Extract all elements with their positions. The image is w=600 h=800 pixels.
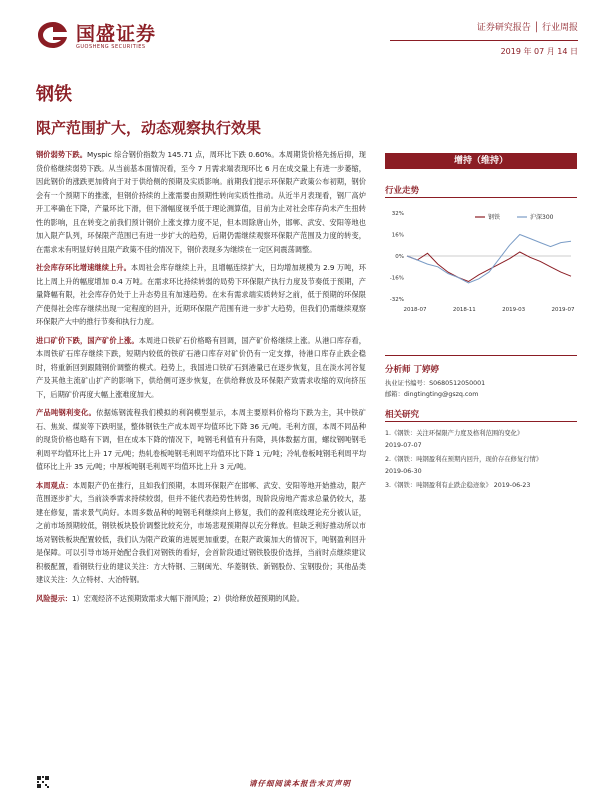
paragraph-lead: 钢价弱势下跌。 — [36, 150, 88, 159]
paragraph-lead: 风险提示： — [36, 593, 72, 603]
body-paragraph — [36, 479, 366, 587]
trend-chart — [385, 205, 577, 317]
related-divider — [385, 421, 577, 422]
related-title: 相关研究 — [385, 410, 420, 420]
body-paragraph — [36, 334, 366, 402]
related-item-title[interactable]: 2.《钢铁：吨钢盈利在预期内回升，现价存在修复行情》 — [385, 456, 543, 463]
report-body — [36, 148, 366, 610]
x-tick-label: 2019-07 — [551, 307, 575, 313]
related-item[interactable] — [385, 428, 585, 452]
related-item[interactable] — [385, 480, 585, 492]
analyst-license: 执业证书编号：S0680512050001 — [385, 380, 486, 387]
rating-badge: 增持（维持） — [385, 153, 577, 169]
series-line-沪深300 — [407, 235, 571, 283]
trend-divider — [385, 197, 577, 198]
analyst-email[interactable]: 邮箱：dingtingting@gszq.com — [385, 391, 479, 398]
related-item[interactable] — [385, 454, 585, 478]
logo-mark-icon — [36, 20, 70, 50]
paragraph-text: 本周限产仍在推行，且如我们预期，本周环保限产在邯郸、武安、安阳等地开始推动，限产范围逐步扩大，当前淡季需求持续较弱，但并不能代表趋势性转弱，现阶段房地产需求总量仍较大，基建在修复，需求景气尚好。本周多数品种的吨钢毛利继续向上修复，我们的盈利底线理论充分被认证，之前市场预期较低，钢铁板块股价调整比较充分，市场悲观预期得以充分释放。但缺乏利好推动所以市场对钢铁板块配置较低，我们认为限产政策的进展更加重要，在限产政策加大的情况下，吨钢盈利回升是保障。可以引导市场开始配合我们对钢铁的看好，会首阶段通过钢铁股股价选择，当前时点继续建议积极配置，看钢铁行业的建议关注：方大特钢、三钢闽光、华菱钢铁、新钢股份、宝钢股份；其他品类建议关注：久立特材、大冶特钢。 — [36, 480, 366, 584]
trend-title: 行业走势 — [385, 186, 420, 196]
y-tick-label: 16% — [391, 232, 404, 239]
legend-label: 沪深300 — [530, 214, 554, 221]
paragraph-lead: 本周观点： — [36, 480, 73, 490]
paragraph-lead: 产品吨钢利变化。 — [36, 408, 97, 417]
logo-cn: 国盛证券 — [76, 23, 157, 45]
analysts-title: 分析师 丁婷婷 — [385, 365, 439, 375]
related-item-date: 2019-07-07 — [385, 442, 422, 449]
y-tick-label: -32% — [389, 297, 404, 303]
series-line-钢铁 — [407, 252, 571, 282]
related-item-title[interactable]: 3.《钢铁：吨钢盈利有止跌企稳迹象》 — [385, 482, 492, 489]
paragraph-text: 1）宏观经济不达预期致需求大幅下滑风险；2）供给释放超预期的风险。 — [71, 593, 304, 603]
x-tick-label: 2018-07 — [403, 307, 427, 313]
body-paragraph — [36, 592, 366, 606]
footer-disclaimer: 请仔细阅读本报告末页声明 — [249, 779, 351, 788]
report-type: 证券研究报告 │ 行业周报 — [476, 23, 578, 33]
paragraph-text: Myspic 综合钢价指数为 145.71 点，周环比下跌 0.60%。本周期货价格先扬后抑，现货价格继续弱势下跌。从当前基本面情况看，至今 7 月需求端表现环比 6 月在成交量上有进一步萎缩，因此钢价的涨跌更加倚向于对于供给侧的预期及实质影响。前期我们提示环保限产政策公布初期，钢价会有一个预期下的推涨，但钢价持续的上涨需要由预期性转向实质性推动。从近半月表现看，钢厂高炉开工率确在下降，产量环比下滑，但下滑幅度视乎低于理论测算值，目前为止对社会库存尚未产生扭转性的影响，且在转变之前我们预计钢价上涨支撑力度不足，但本周除唐山外，邯郸、武安、安阳等地也加入限产队列，环保限产范围已有进一步扩大的趋势，后期仍需继续观察环保限产范围及力度的转变，在需求未有明显好转且限产政策不佳的情况下，钢价表现多为继续在一定区间震荡调整。 — [36, 150, 366, 254]
report-headline: 限产范围扩大，动态观察执行效果 — [36, 119, 262, 137]
y-tick-label: -16% — [389, 275, 404, 282]
y-tick-label: 0% — [395, 254, 404, 260]
paragraph-text: 依据炼钢流程我们模拟的利润模型显示，本周主要原料价格均下跌为主，其中铁矿石、焦炭、煤炭等下跌明显，整体钢铁生产成本周平均值环比下降 36 元/吨。毛利方面，本周不同品种的现货价格也略有下调，但在成本下降的情况下，吨钢毛利值有升有降，具体数据方面，螺纹钢吨钢毛利周平均值环比上升 17 元/吨；热轧卷板吨钢毛利周平均值环比下降 1 元/吨；冷轧卷板吨钢毛利周平均值环比上升 35 元/吨；中厚板吨钢毛利周平均值环比上升 3 元/吨。 — [36, 408, 366, 471]
paragraph-lead: 社会库存环比增速继续上升。 — [36, 263, 131, 272]
related-research-list — [385, 428, 585, 494]
x-tick-label: 2019-03 — [502, 307, 526, 313]
related-item-date: 2019-06-30 — [385, 468, 422, 475]
body-paragraph — [36, 148, 366, 256]
company-logo — [36, 18, 196, 54]
report-date: 2019 年 07 月 14 日 — [500, 47, 578, 56]
related-item-title[interactable]: 1.《钢铁：关注环保限产力度及格利范围的变化》 — [385, 430, 524, 437]
industry-title: 钢铁 — [36, 84, 72, 105]
body-paragraph — [36, 406, 366, 474]
body-paragraph — [36, 261, 366, 329]
paragraph-lead: 进口矿价下跌，国产矿价上涨。 — [36, 335, 139, 345]
paragraph-text: 本周社会库存继续上升，且增幅连续扩大，日均增加规模为 2.9 万吨，环比上周上升的幅度增加 0.4 万吨。在需求环比持续转弱的局势下环保限产执行力度及节奏低于预期，产量降幅有限，社会库存仍处于上升态势且有加速趋势。在未有需求端实质转好之前，低于预期的环保限产使得社会库存继续出现一定程度的回升，近期环保限产范围有进一步扩大趋势，但我们仍需继续观察环保限产大中的推行节奏和执行力度。 — [36, 263, 366, 326]
paragraph-text: 本周进口铁矿石价格略有回调，国产矿价格继续上涨。从港口库存看，本周铁矿石库存继续下跌，短期内较低的铁矿石港口库存对矿价仍有一定支撑，待港口库存止跌企稳时，将重新回到跟随钢价调整的模式。趋势上，我国进口铁矿石到港量已在逐步恢复，且在淡水河谷复产及其他主流矿山扩产的影响下，供给侧可逐步恢复，在供给释放及环保限产致需求收缩的双向挤压下，后期矿价再度大幅上涨难度加大。 — [36, 335, 366, 399]
related-item-date: 2019-06-23 — [493, 482, 531, 489]
y-tick-label: 32% — [391, 211, 404, 217]
analyst-info — [385, 378, 585, 400]
analyst-divider — [385, 355, 577, 356]
legend-label: 钢铁 — [488, 214, 501, 221]
logo-en: GUOSHENG SECURITIES — [76, 44, 146, 50]
header-divider — [390, 40, 578, 41]
x-tick-label: 2018-11 — [452, 307, 476, 313]
